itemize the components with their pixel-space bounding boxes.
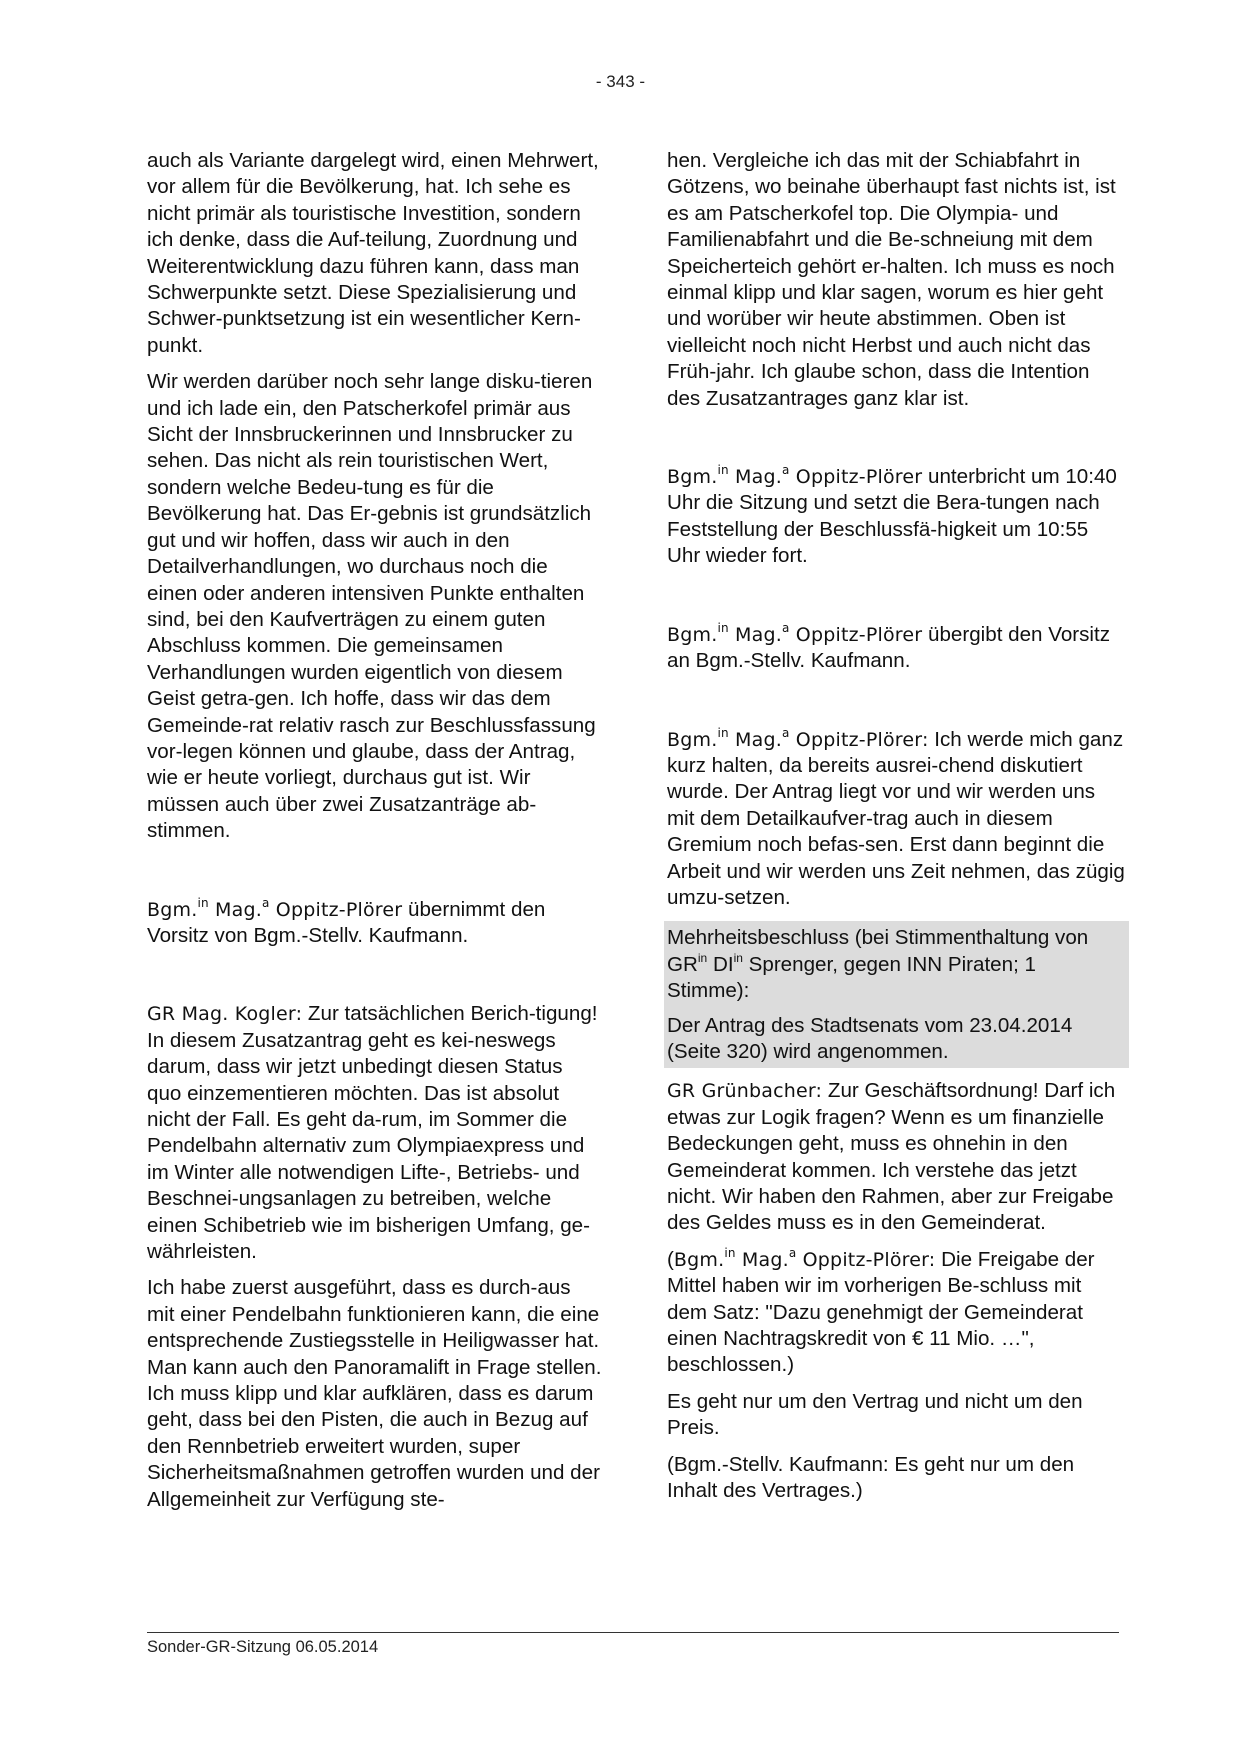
footer-text: Sonder-GR-Sitzung 06.05.2014 [147, 1638, 379, 1656]
paragraph: Ich habe zuerst ausgeführt, dass es durch-aus mit einer Pendelbahn funktionieren kann, die eine entsprechende Zustiegsstelle in Heiligwasser hat. Man kann auch den Panoramalift in Frage stellen. Ich muss klipp und klar aufklären, dass es darum geht, dass bei den Pisten, die auch in Bezug auf den Rennbetrieb erweitert wurden, super Sicherheitsmaßnahmen getroffen wurden und der Allgemeinheit zur Verfügung ste- [147, 1276, 602, 1511]
speaker-name: Bgm.$^{in}$ Mag.$^a$ Oppitz-Plörer: [673, 1245, 936, 1271]
speaker-name: GR Mag. Kogler: [147, 1003, 303, 1026]
resolution-text: Der Antrag des Stadtsenats vom 23.04.2014 (Seite 320) wird angenommen. [667, 1013, 1073, 1063]
interjection: (Bgm.-Stellv. Kaufmann: Es geht nur um den Inhalt des Vertrages.) [667, 1452, 1075, 1503]
interjection: (Bgm.$^{in}$ Mag.$^a$ Oppitz-Plörer: Die Freigabe der Mittel haben wir im vorherigen Be-schluss mit dem Satz: "Dazu genehmigt der Gemeinderat einen Nachtragskredit von € 11 Mio. …", beschlossen.) [667, 1245, 1095, 1377]
footer-divider [147, 1632, 1119, 1633]
speaker-name: Bgm.$^{in}$ Mag.$^a$ Oppitz-Plörer [667, 463, 923, 489]
paragraph: auch als Variante dargelegt wird, einen Mehrwert, vor allem für die Bevölkerung, hat. Ich sehe es nicht primär als touristische Investition, sondern ich denke, dass die Auf-teilung, Zuordnung und Weiterentwicklung dazu führen kann, dass man Schwerpunkte setzt. Diese Spezialisierung und Schwer-punktsetzung ist ein wesentlicher Kern-punkt. [147, 149, 599, 357]
paragraph: hen. Vergleiche ich das mit der Schiabfahrt in Götzens, wo beinahe überhaupt fast nichts ist, ist es am Patscherkofel top. Die Olympia- und Familienabfahrt und die Be-schneiung mit dem Speicherteich gehört er-halten. Ich muss es noch einmal klipp und klar sagen, worum es hier geht und worüber wir heute abstimmen. Oben ist vielleicht noch nicht Herbst und auch nicht das Früh-jahr. Ich glaube schon, dass die Intention des Zusatzantrages ganz klar ist. [667, 149, 1116, 410]
paragraph: Es geht nur um den Vertrag und nicht um den Preis. [667, 1389, 1083, 1440]
speaker-name: Bgm.$^{in}$ Mag.$^a$ Oppitz-Plörer: [667, 725, 929, 751]
procedural-note: Bgm.$^{in}$ Mag.$^a$ Oppitz-Plörer übergibt den Vorsitz an Bgm.-Stellv. Kaufmann. [667, 620, 1111, 673]
page-number: - 343 - [595, 72, 646, 91]
procedural-note: Bgm.$^{in}$ Mag.$^a$ Oppitz-Plörer unterbricht um 10:40 Uhr die Sitzung und setzt die Bera-tungen nach Feststellung der Beschlussfä-higkeit um 10:55 Uhr wieder fort. [667, 463, 1117, 568]
speech-paragraph: Bgm.$^{in}$ Mag.$^a$ Oppitz-Plörer: Ich werde mich ganz kurz halten, da bereits ausrei-chend diskutiert wurde. Der Antrag liegt vor und wir werden uns mit dem Detailkaufver-trag auch in diesem Gremium noch befas-sen. Erst dann beginnt die Arbeit und wir werden uns Zeit nehmen, das zügig umzu-setzen. [667, 725, 1125, 909]
speaker-name: GR Grünbacher: [667, 1080, 823, 1103]
decision-box [664, 921, 1129, 1068]
speaker-name: Bgm.$^{in}$ Mag.$^a$ Oppitz-Plörer [147, 895, 403, 921]
speech-paragraph: GR Mag. Kogler: Zur tatsächlichen Berich-tigung! In diesem Zusatzantrag geht es kei-neswegs darum, dass wir jetzt unbedingt diesen Status quo einzementieren möchten. Das ist absolut nicht der Fall. Es geht da-rum, im Sommer die Pendelbahn alternativ zum Olympiaexpress und im Winter alle notwendigen Lifte-, Betriebs- und Beschnei-ungsanlagen zu betreiben, welche einen Schibetrieb wie im bisherigen Umfang, ge-währleisten. [147, 1002, 598, 1264]
right-column [667, 148, 1127, 1514]
speaker-name: Bgm.$^{in}$ Mag.$^a$ Oppitz-Plörer [667, 620, 923, 646]
vote-result: Mehrheitsbeschluss (bei Stimmenthaltung von $GR^{in}$ $DI^{in}$ Sprenger, gegen INN Piraten; 1 Stimme): [667, 926, 1089, 1003]
paragraph: Wir werden darüber noch sehr lange disku-tieren und ich lade ein, den Patscherkofel primär aus Sicht der Innsbruckerinnen und Innsbrucker zu sehen. Das nicht als rein touristischen Wert, sondern welche Bedeu-tung es für die Bevölkerung hat. Das Er-gebnis ist grundsätzlich gut und wir hoffen, dass wir auch in den Detailverhandlungen, wo durchaus noch die einen oder anderen intensiven Punkte enthalten sind, bei den Kaufverträgen zu einem guten Abschluss kommen. Die gemeinsamen Verhandlungen wurden eigentlich von diesem Geist getra-gen. Ich hoffe, dass wir das dem Gemeinde-rat relativ rasch zur Beschlussfassung vor-legen können und glaube, dass der Antrag, wie er heute vorliegt, durchaus gut ist. Wir müssen auch über zwei Zusatzanträge ab-stimmen. [147, 370, 596, 843]
speech-paragraph: GR Grünbacher: Zur Geschäftsordnung! Darf ich etwas zur Logik fragen? Wenn es um finanzielle Bedeckungen geht, muss es ohnehin in den Gemeinderat kommen. Ich verstehe das jetzt nicht. Wir haben den Rahmen, aber zur Freigabe des Geldes muss es in den Gemeinderat. [667, 1079, 1116, 1235]
left-column [147, 148, 602, 1523]
procedural-note: Bgm.$^{in}$ Mag.$^a$ Oppitz-Plörer übernimmt den Vorsitz von Bgm.-Stellv. Kaufmann. [147, 895, 546, 947]
